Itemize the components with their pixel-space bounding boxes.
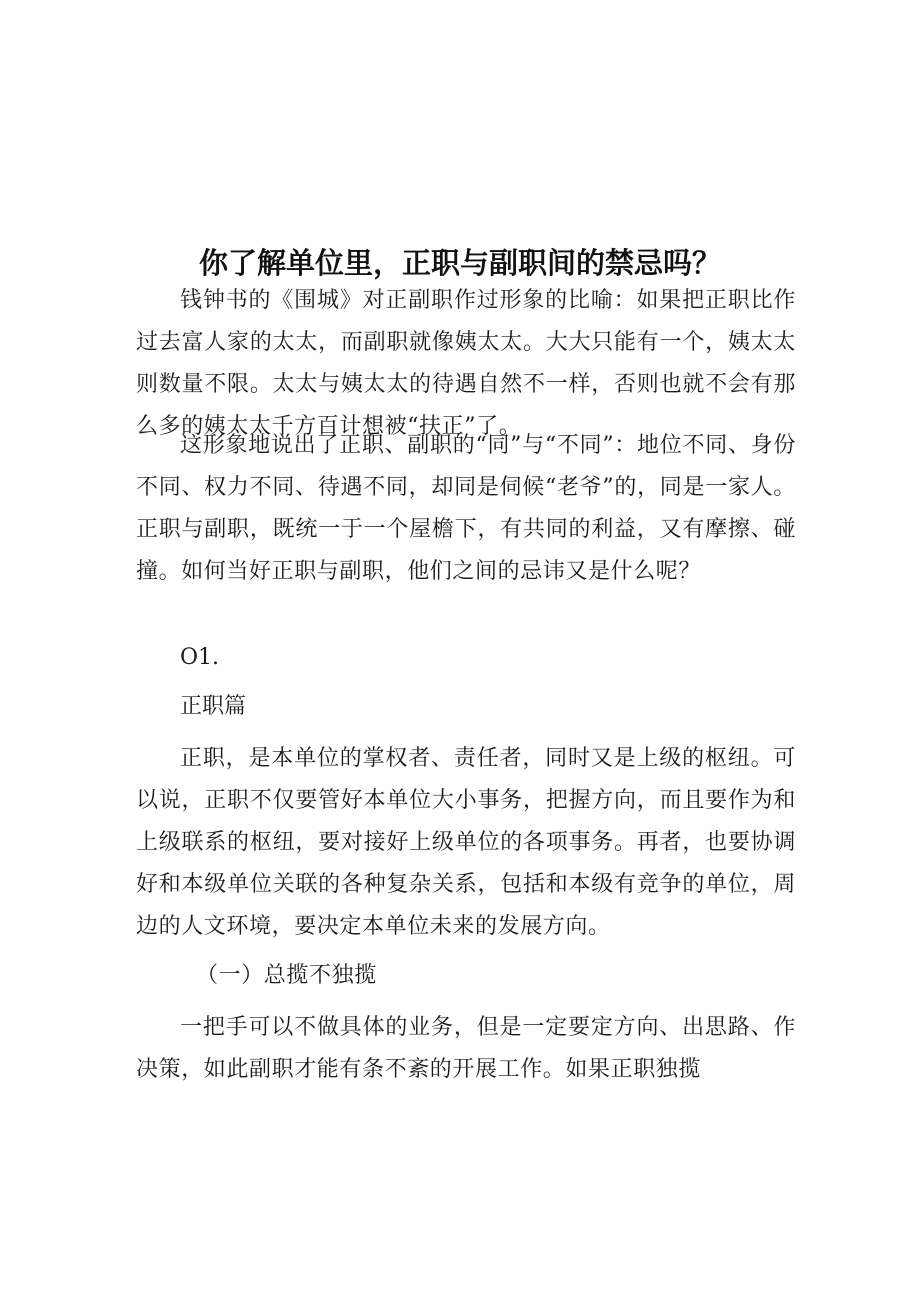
paragraph-intro: 钱钟书的《围城》对正副职作过形象的比喻：如果把正职比作过去富人家的太太，而副职就像姨太太。大大只能有一个，姨太太则数量不限。太太与姨太太的待遇自然不一样，否则也就不会有那么多的姨太太千方百计想被“扶正”了。 — [136, 288, 796, 439]
subheading-overall-control: （一）总揽不独揽 — [196, 963, 377, 988]
paragraph-leader-direction: 一把手可以不做具体的业务，但是一定要定方向、出思路、作决策，如此副职才能有条不紊的开展工作。如果正职独揽 — [136, 1015, 796, 1082]
section-heading: 正职篇 — [180, 694, 247, 719]
paragraph-principal-role: 正职，是本单位的掌权者、责任者，同时又是上级的枢纽。可以说，正职不仅要管好本单位大小事务，把握方向，而且要作为和上级联系的枢纽，要对接好上级单位的各项事务。再者，也要协调好和本级单位关联的各种复杂关系，包括和本级有竞争的单位，周边的人文环境，要决定本单位未来的发展方向。 — [136, 746, 796, 939]
document-title: 你了解单位里，正职与副职间的禁忌吗？ — [198, 246, 721, 281]
paragraph-comparison: 这形象地说出了正职、副职的“同”与“不同”：地位不同、身份不同、权力不同、待遇不同，却同是伺候“老爷”的，同是一家人。正职与副职，既统一于一个屋檐下，有共同的利益，又有摩擦、碰撞。如何当好正职与副职，他们之间的忌讳又是什么呢？ — [136, 433, 796, 584]
section-number: O1. — [180, 645, 220, 670]
